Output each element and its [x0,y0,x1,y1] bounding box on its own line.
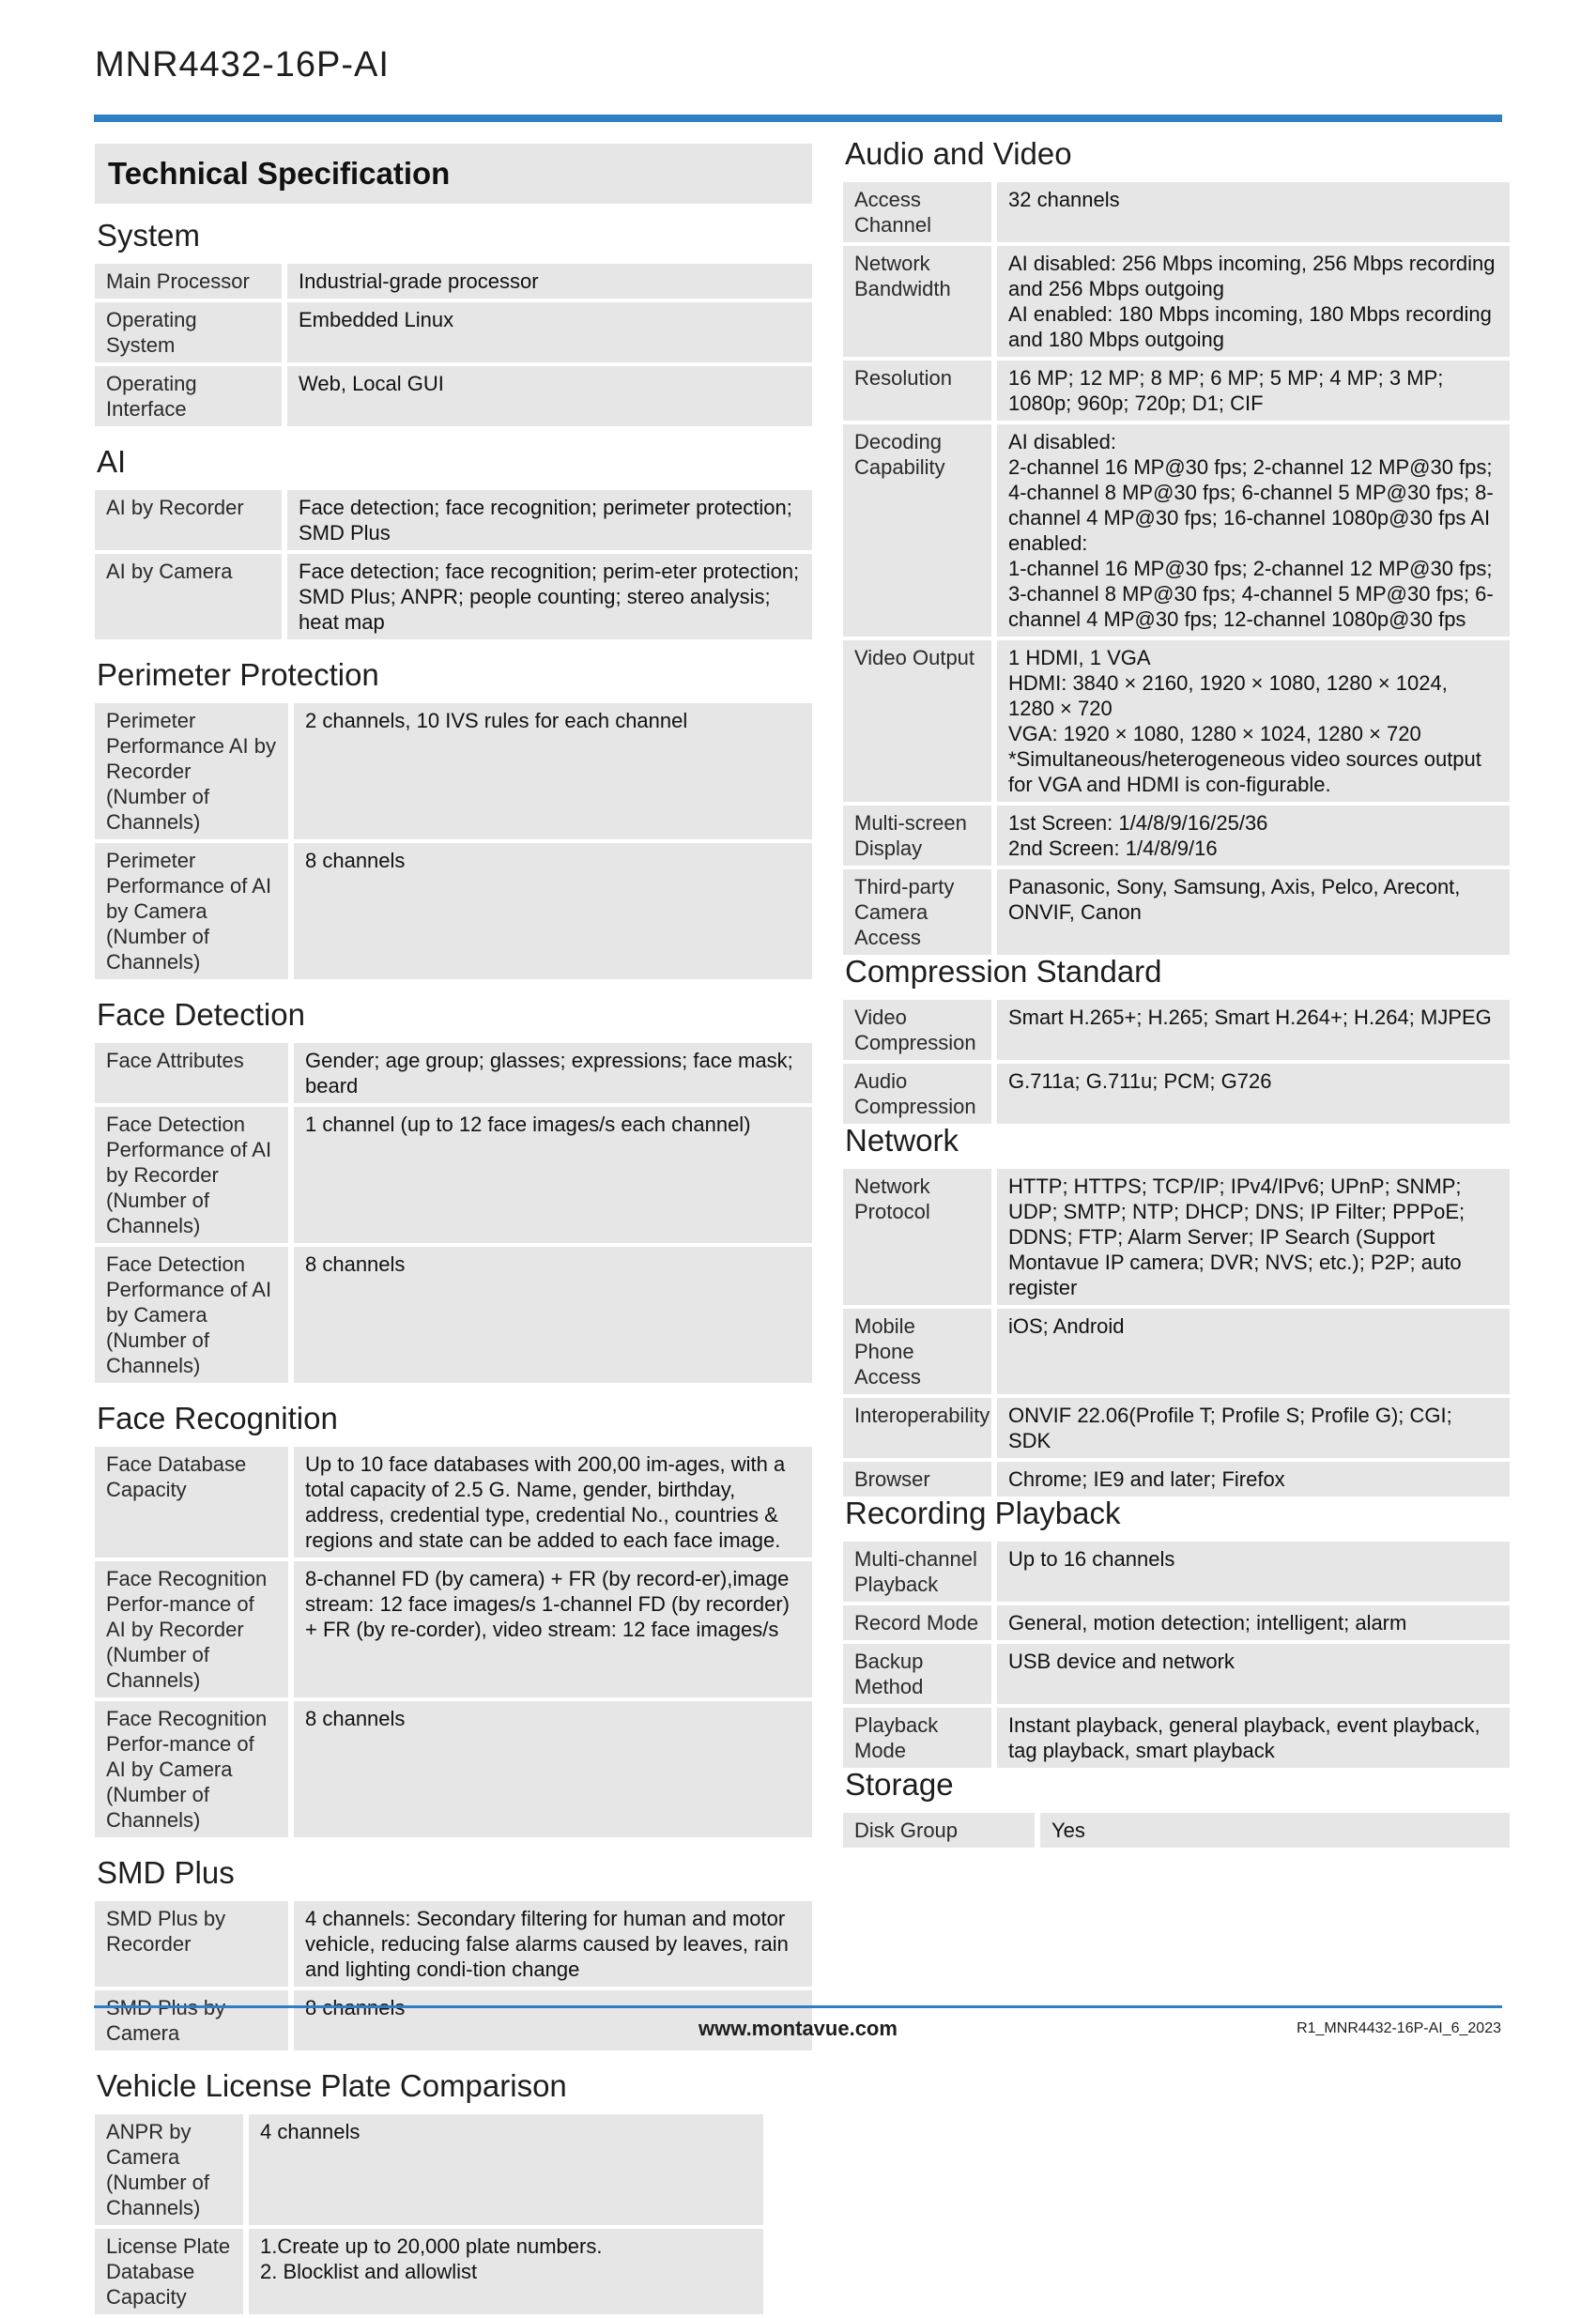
spec-key: Multi-screen Display [843,806,997,866]
spec-value: Panasonic, Sony, Samsung, Axis, Pelco, Arecont, ONVIF, Canon [997,869,1510,955]
spec-key: Access Channel [843,182,997,242]
spec-row [95,302,812,362]
spec-table [95,1039,812,1387]
spec-key: AI by Recorder [95,490,287,550]
spec-key: SMD Plus by Recorder [95,1901,294,1987]
spec-key: Backup Method [843,1644,997,1704]
spec-table [843,1538,1510,1772]
spec-key: Playback Mode [843,1708,997,1768]
spec-key: License Plate Database Capacity [95,2229,249,2314]
spec-row [95,554,812,639]
spec-row [95,264,812,299]
spec-value: Face detection; face recognition; perimeter protection; SMD Plus [287,490,812,550]
spec-value: 8-channel FD (by camera) + FR (by record-er),image stream: 12 face images/s 1-channel FD (by recorder) + FR (by re-corder), video stream: 12 face images/s [294,1561,812,1697]
spec-key: Mobile Phone Access [843,1309,997,1394]
spec-value: Embedded Linux [287,302,812,362]
spec-row [843,1000,1510,1060]
spec-row [95,1447,812,1558]
spec-row [95,843,812,979]
spec-row [843,1813,1510,1848]
spec-table [95,260,812,430]
section-face-detection [95,996,812,1387]
spec-value: Smart H.265+; H.265; Smart H.264+; H.264; MJPEG [997,1000,1510,1060]
spec-value: 8 channels [294,1701,812,1837]
section-title: Face Recognition [97,1401,338,1435]
spec-table [843,996,1510,1128]
left-column [95,141,812,2318]
spec-row [95,703,812,839]
spec-row [95,2114,763,2225]
section-title: Recording Playback [845,1496,1121,1530]
spec-value: 2 channels, 10 IVS rules for each channel [294,703,812,839]
section-title: Vehicle License Plate Comparison [97,2068,567,2103]
spec-key: Third-party Camera Access [843,869,997,955]
spec-value: 8 channels [294,1247,812,1383]
spec-row [843,182,1510,242]
header-rule [94,115,1502,122]
spec-key: Video Output [843,640,997,802]
section-network [843,1122,1510,1500]
spec-key: Face Attributes [95,1043,294,1103]
footer-url[interactable]: www.montavue.com [698,2017,898,2040]
section-audio-and-video [843,135,1510,959]
spec-row [95,1247,812,1383]
spec-key: Network Protocol [843,1169,997,1305]
document-title: MNR4432-16P-AI [95,45,390,84]
section-title: Face Detection [97,997,305,1032]
section-title: Perimeter Protection [97,657,379,692]
spec-table [95,1443,812,1841]
spec-value: Instant playback, general playback, event playback, tag playback, smart playback [997,1708,1510,1768]
spec-key: Face Database Capacity [95,1447,294,1558]
spec-key: Main Processor [95,264,287,299]
spec-row [843,246,1510,357]
section-vehicle-license-plate-comparison [95,2067,812,2318]
right-column [843,136,1510,1851]
spec-value: Industrial-grade processor [287,264,812,299]
footer-rule [94,2005,1502,2008]
spec-row [95,1043,812,1103]
spec-table [95,699,812,983]
spec-row [843,640,1510,802]
spec-row [843,1605,1510,1640]
spec-row [95,366,812,426]
section-recording-playback [843,1495,1510,1772]
spec-table [843,1165,1510,1500]
section-system [95,217,812,430]
spec-row [843,869,1510,955]
spec-key: AI by Camera [95,554,287,639]
spec-key: Perimeter Performance of AI by Camera (Number of Channels) [95,843,294,979]
spec-key: Record Mode [843,1605,997,1640]
spec-key: Face Recognition Perfor-mance of AI by Camera (Number of Channels) [95,1701,294,1837]
spec-key: Interoperability [843,1398,997,1458]
section-storage [843,1766,1510,1851]
section-title: SMD Plus [97,1855,235,1890]
spec-value: Chrome; IE9 and later; Firefox [997,1462,1510,1497]
spec-key: Operating Interface [95,366,287,426]
spec-row [843,806,1510,866]
spec-value: General, motion detection; intelligent; alarm [997,1605,1510,1640]
spec-row [95,1107,812,1243]
spec-table [95,486,812,643]
spec-row [95,1701,812,1837]
spec-key: Camera [95,1990,294,2050]
spec-value: Gender; age group; glasses; expressions; face mask; beard [294,1043,812,1103]
spec-key: Video Compression [843,1000,997,1060]
spec-value: 4 channels [249,2114,763,2225]
spec-key: Disk Group [843,1813,1040,1848]
spec-value: 1 channel (up to 12 face images/s each channel) [294,1107,812,1243]
section-perimeter-protection [95,656,812,983]
section-title: Compression Standard [845,954,1162,989]
spec-table [843,1809,1510,1851]
spec-key: Multi-channel Playback [843,1542,997,1602]
spec-key: Perimeter Performance AI by Recorder (Number of Channels) [95,703,294,839]
spec-key: Operating System [95,302,287,362]
spec-row [843,1169,1510,1305]
spec-key: ANPR by Camera (Number of Channels) [95,2114,249,2225]
spec-row [95,1901,812,1987]
spec-banner: Technical Specification [95,144,812,204]
spec-key: Face Detection Performance of AI by Recorder (Number of Channels) [95,1107,294,1243]
spec-value: AI disabled: 256 Mbps incoming, 256 Mbps recording and 256 Mbps outgoing AI enabled: 180 Mbps incoming, 180 Mbps recording and 180 Mbps outgoing [997,246,1510,357]
spec-key: Browser [843,1462,997,1497]
spec-value: Face detection; face recognition; perim-eter protection; SMD Plus; ANPR; people counting; stereo analysis; heat map [287,554,812,639]
spec-row [843,361,1510,421]
spec-value: AI disabled: 2-channel 16 MP@30 fps; 2-channel 12 MP@30 fps; 4-channel 8 MP@30 fps; 6-channel 5 MP@30 fps; 8-channel 4 MP@30 fps; 16-channel 1080p@30 fps AI enabled: 1-channel 16 MP@30 fps; 2-channel 12 MP@30 fps; 3-channel 8 MP@30 fps; 4-channel 5 MP@30 fps; 6-channel 4 MP@30 fps; 12-channel 1080p@30 fps [997,424,1510,637]
spec-row [843,1309,1510,1394]
spec-row [843,1708,1510,1768]
spec-row [843,1462,1510,1497]
section-title: Audio and Video [845,136,1072,171]
spec-key: Face Recognition Perfor-mance of AI by Recorder (Number of Channels) [95,1561,294,1697]
spec-value: Up to 10 face databases with 200,00 im-ages, with a total capacity of 2.5 G. Name, gender, birthday, address, credential type, credential No., countries & regions and state can be added to each face image. [294,1447,812,1558]
spec-key: Audio Compression [843,1064,997,1124]
spec-value: iOS; Android [997,1309,1510,1394]
spec-key: Network Bandwidth [843,246,997,357]
spec-value: Web, Local GUI [287,366,812,426]
section-title: System [97,218,201,253]
spec-value: G.711a; G.711u; PCM; G726 [997,1064,1510,1124]
spec-value: ONVIF 22.06(Profile T; Profile S; Profile G); CGI; SDK [997,1398,1510,1458]
spec-table [95,2111,763,2318]
spec-row [95,1561,812,1697]
spec-row [843,424,1510,637]
spec-value: USB device and network [997,1644,1510,1704]
spec-row [95,2229,763,2314]
spec-row [843,1064,1510,1124]
section-ai [95,443,812,643]
section-face-recognition [95,1400,812,1841]
spec-row [843,1398,1510,1458]
spec-row [843,1644,1510,1704]
section-compression-standard [843,953,1510,1128]
section-title: Network [845,1123,959,1158]
spec-value: 1st Screen: 1/4/8/9/16/25/36 2nd Screen: 1/4/8/9/16 [997,806,1510,866]
spec-value: 8 channels [294,843,812,979]
spec-value: Up to 16 channels [997,1542,1510,1602]
spec-value: HTTP; HTTPS; TCP/IP; IPv4/IPv6; UPnP; SNMP; UDP; SMTP; NTP; DHCP; DNS; IP Filter; PPPoE; DDNS; FTP; Alarm Server; IP Search (Support Montavue IP camera; DVR; NVS; etc.); P2P; auto register [997,1169,1510,1305]
spec-value: 4 channels: Secondary filtering for human and motor vehicle, reducing false alarms caused by leaves, rain and lighting condi-tion change [294,1901,812,1987]
spec-value: Yes [1040,1813,1510,1848]
spec-key: Resolution [843,361,997,421]
spec-value: 16 MP; 12 MP; 8 MP; 6 MP; 5 MP; 4 MP; 3 MP; 1080p; 960p; 720p; D1; CIF [997,361,1510,421]
spec-row [843,1542,1510,1602]
spec-value: 1.Create up to 20,000 plate numbers. 2. Blocklist and allowlist [249,2229,763,2314]
footer-doc-code: R1_MNR4432-16P-AI_6_2023 [1297,2020,1501,2036]
spec-row [95,490,812,550]
spec-value: 32 channels [997,182,1510,242]
spec-key: Face Detection Performance of AI by Camera (Number of Channels) [95,1247,294,1383]
section-title: AI [97,444,127,479]
section-title: Storage [845,1767,954,1802]
spec-key: Decoding Capability [843,424,997,637]
spec-value: 1 HDMI, 1 VGA HDMI: 3840 × 2160, 1920 × 1080, 1280 × 1024, 1280 × 720 VGA: 1920 × 1080, 1280 × 1024, 1280 × 720 *Simultaneous/heterogeneous video sources output for VGA and HDMI is con-figurable. [997,640,1510,802]
spec-table [843,178,1510,959]
